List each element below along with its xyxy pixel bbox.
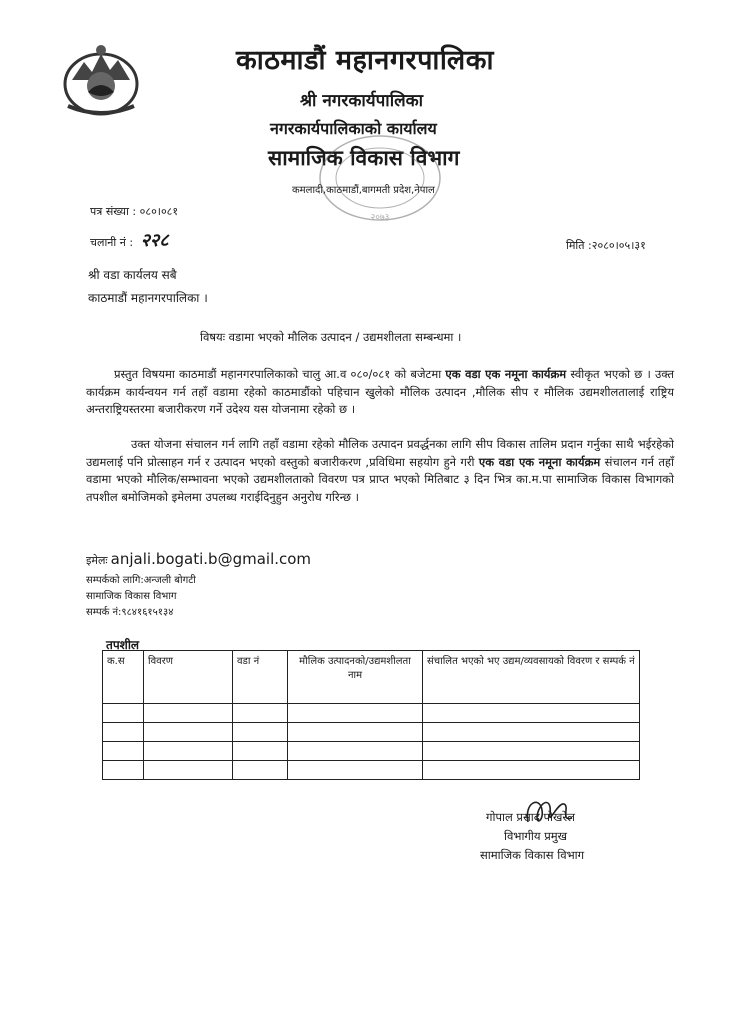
p2-text-c: संचालन गर्न तहाँ वडामा भएको मौलिक/सम्भावना भएको उद्यमशीलताको विवरण पत्र प्राप्त भएको मितिबाट ३ दिन भित्र का.म.पा सामाजिक विकास विभागको तपशील बमोजिमको इमेलमा उपलब्ध गराईदिनुहुन अनुरोध गरिन्छ ।	[86, 454, 675, 504]
col-description: विवरण	[144, 651, 233, 704]
signatory-department: सामाजिक विकास विभाग	[480, 848, 585, 862]
col-product-name: मौलिक उत्पादनको/उद्यमशीलता नाम	[288, 651, 423, 704]
office-name: नगरकार्यपालिकाको कार्यालय	[270, 119, 437, 138]
col-serial: क.स	[103, 651, 144, 704]
col-ward-no: वडा नं	[233, 651, 288, 704]
letter-date	[566, 238, 646, 253]
p1-text-a: प्रस्तुत विषयमा काठमाडौं महानगरपालिकाको चालु आ.व ०८०/०८१ को बजेटमा	[114, 367, 442, 381]
table-row	[103, 723, 640, 742]
letter-number	[90, 204, 178, 219]
dispatch-number	[90, 228, 169, 252]
contact-phone: सम्पर्क नं:९८४१६१५१३४	[86, 607, 174, 618]
office-subtitle: श्री नगरकार्यपालिका	[300, 91, 424, 111]
table-header-row	[103, 651, 640, 704]
col-business-details: संचालित भएको भए उद्यम/व्यवसायको विवरण र सम्पर्क नं	[423, 651, 640, 704]
body-paragraph-1	[86, 366, 674, 419]
table-row	[103, 704, 640, 723]
table-caption: तपशील	[106, 638, 140, 652]
office-stamp	[310, 128, 450, 228]
contact-department: सामाजिक विकास विभाग	[86, 591, 177, 602]
recipient-line-1: श्री वडा कार्यलय सबै	[88, 268, 177, 282]
office-title: काठमाडौं महानगरपालिका	[236, 45, 494, 76]
letter-number-value: ०८०।०८१	[139, 205, 179, 218]
p1-program-name: एक वडा एक नमूना कार्यक्रम	[445, 367, 567, 381]
dispatch-number-value: २२८	[140, 230, 169, 251]
p1-text-c: स्वीकृत भएको छ । उक्त कार्यक्रम कार्यन्वयन गर्न तहाँ वडामा रहेको काठमाडौंको पहिचान खुलेको मौलिक उत्पादन ,मौलिक सीप र मौलिक उद्यमशीलतालाई राष्ट्रिय अन्तराष्ट्रियस्तरमा बजारीकरण गर्ने उदेश्य यस योजनामा रहेको छ ।	[86, 367, 675, 416]
p2-text-a: उक्त योजना संचालन गर्न लागि तहाँ वडामा रहेको मौलिक उत्पादन प्रवर्द्धनका लागि सीप विकास तालिम प्रदान गर्नुका साथै भईरहेको उद्यमलाई पनि प्रोत्साहन गर्न र उत्पादन भएको वस्तुको बजारीकरण ,प्रविधिमा सहयोग हुने गरी	[86, 437, 674, 469]
email-address[interactable]: anjali.bogati.b@gmail.com	[110, 550, 312, 568]
email-label: इमेलः	[86, 554, 108, 567]
signatory-name: गोपाल प्रसाद पोखरेल	[486, 810, 575, 824]
letter-subject: विषयः वडामा भएको मौलिक उत्पादन / उद्यमशीलता सम्बन्धमा ।	[200, 330, 462, 344]
date-value: २०८०।०५।३१	[591, 239, 646, 252]
date-label: मिति :	[566, 239, 592, 252]
dispatch-number-label: चलानी नं :	[90, 236, 134, 249]
body-paragraph-2	[86, 436, 674, 506]
letter-number-label: पत्र संख्या :	[90, 205, 137, 218]
table-row	[103, 742, 640, 761]
nepal-emblem-logo	[58, 40, 144, 120]
details-table	[102, 650, 640, 780]
office-address: कमलादी,काठमाडौं,बागमती प्रदेश,नेपाल	[292, 185, 435, 196]
contact-person: सम्पर्कको लागि:अन्जली बोगटी	[86, 575, 196, 586]
stamp-year: २०७३	[370, 213, 390, 223]
email-row	[86, 550, 311, 568]
table-row	[103, 761, 640, 780]
p2-program-name: एक वडा एक नमूना कार्यक्रम	[478, 454, 601, 469]
department-name: सामाजिक विकास विभाग	[268, 146, 460, 170]
recipient-line-2: काठमाडौं महानगरपालिका ।	[88, 291, 208, 305]
signatory-title: विभागीय प्रमुख	[504, 829, 568, 843]
